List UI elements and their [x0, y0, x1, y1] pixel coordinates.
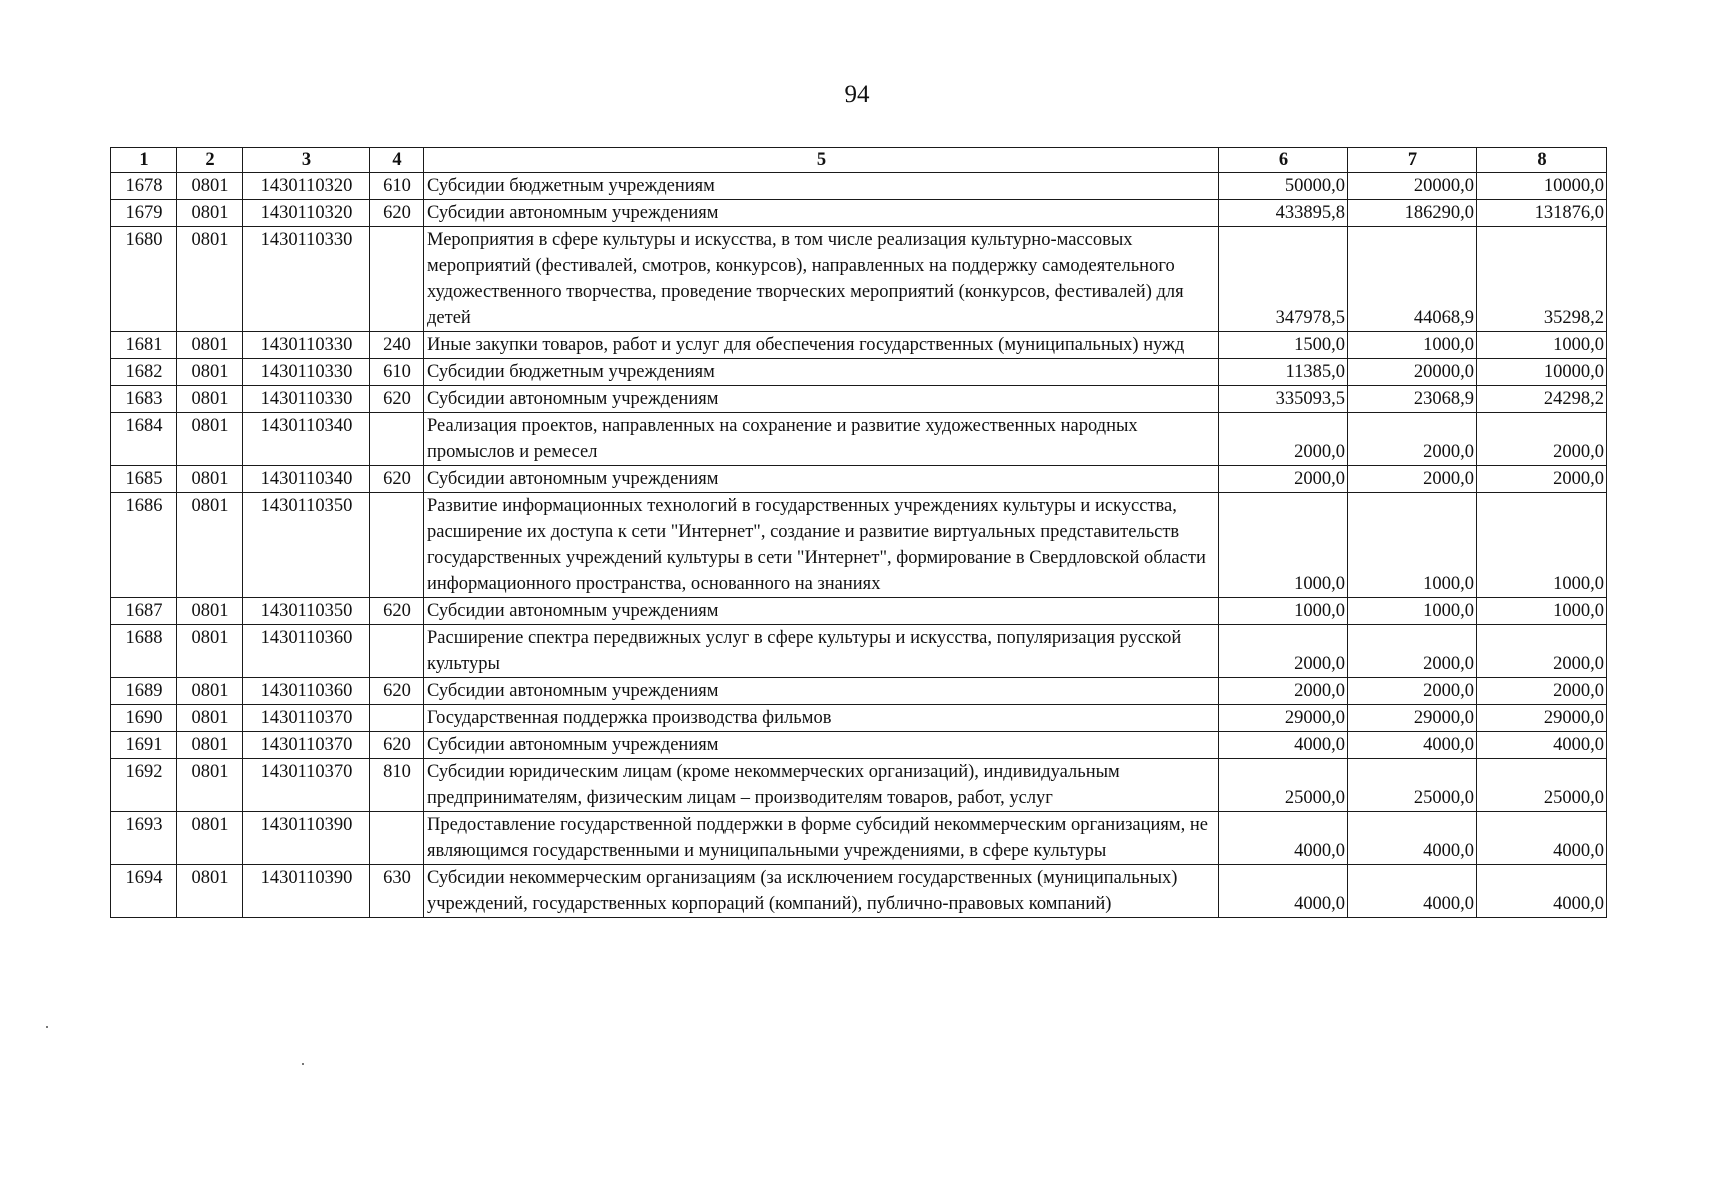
amount-col-6: 4000,0: [1219, 732, 1348, 759]
row-number: 1686: [111, 493, 177, 598]
table-row: [111, 386, 1607, 413]
section-code: 0801: [177, 812, 243, 865]
item-name: Субсидии юридическим лицам (кроме некоммерческих организаций), индивидуальным предпринимателям, физическим лицам – производителям товаров, работ, услуг: [424, 759, 1219, 812]
amount-col-7: 4000,0: [1348, 865, 1477, 918]
section-code: 0801: [177, 466, 243, 493]
expense-type-code: [370, 413, 424, 466]
item-name: Субсидии автономным учреждениям: [424, 466, 1219, 493]
expense-type-code: 620: [370, 678, 424, 705]
table-row: [111, 200, 1607, 227]
header-col-4: 4: [370, 148, 424, 173]
item-name: Субсидии бюджетным учреждениям: [424, 173, 1219, 200]
row-number: 1692: [111, 759, 177, 812]
amount-col-7: 44068,9: [1348, 227, 1477, 332]
item-name: Субсидии автономным учреждениям: [424, 200, 1219, 227]
target-article-code: 1430110330: [243, 332, 370, 359]
amount-col-7: 29000,0: [1348, 705, 1477, 732]
table-row: [111, 359, 1607, 386]
table-row: [111, 227, 1607, 332]
row-number: 1680: [111, 227, 177, 332]
amount-col-8: 1000,0: [1477, 493, 1607, 598]
section-code: 0801: [177, 705, 243, 732]
table-row: [111, 865, 1607, 918]
item-name: Расширение спектра передвижных услуг в сфере культуры и искусства, популяризация русской культуры: [424, 625, 1219, 678]
amount-col-8: 4000,0: [1477, 812, 1607, 865]
row-number: 1694: [111, 865, 177, 918]
item-name: Реализация проектов, направленных на сохранение и развитие художественных народных промыслов и ремесел: [424, 413, 1219, 466]
item-name: Развитие информационных технологий в государственных учреждениях культуры и искусства, расширение их доступа к сети "Интернет", создание и развитие виртуальных представительств государственных учреждений культуры в сети "Интернет", формирование в Свердловской области информационного пространства, основанного на знаниях: [424, 493, 1219, 598]
amount-col-7: 2000,0: [1348, 466, 1477, 493]
scan-mark: [46, 1026, 48, 1028]
target-article-code: 1430110390: [243, 865, 370, 918]
target-article-code: 1430110390: [243, 812, 370, 865]
amount-col-7: 2000,0: [1348, 678, 1477, 705]
header-col-1: 1: [111, 148, 177, 173]
table-row: [111, 493, 1607, 598]
target-article-code: 1430110320: [243, 200, 370, 227]
row-number: 1683: [111, 386, 177, 413]
amount-col-8: 35298,2: [1477, 227, 1607, 332]
item-name: Мероприятия в сфере культуры и искусства, в том числе реализация культурно-массовых мероприятий (фестивалей, смотров, конкурсов), направленных на поддержку самодеятельного художественного творчества, проведение творческих мероприятий (конкурсов, фестивалей) для детей: [424, 227, 1219, 332]
row-number: 1684: [111, 413, 177, 466]
amount-col-8: 2000,0: [1477, 625, 1607, 678]
item-name: Субсидии автономным учреждениям: [424, 386, 1219, 413]
expense-type-code: 810: [370, 759, 424, 812]
table-row: [111, 466, 1607, 493]
amount-col-6: 2000,0: [1219, 413, 1348, 466]
expense-type-code: 620: [370, 200, 424, 227]
amount-col-8: 4000,0: [1477, 865, 1607, 918]
section-code: 0801: [177, 598, 243, 625]
amount-col-8: 24298,2: [1477, 386, 1607, 413]
header-col-3: 3: [243, 148, 370, 173]
target-article-code: 1430110340: [243, 413, 370, 466]
expense-type-code: [370, 625, 424, 678]
table-row: [111, 759, 1607, 812]
table-row: [111, 332, 1607, 359]
amount-col-8: 1000,0: [1477, 332, 1607, 359]
amount-col-6: 2000,0: [1219, 678, 1348, 705]
amount-col-6: 433895,8: [1219, 200, 1348, 227]
section-code: 0801: [177, 200, 243, 227]
row-number: 1690: [111, 705, 177, 732]
amount-col-7: 25000,0: [1348, 759, 1477, 812]
amount-col-7: 20000,0: [1348, 173, 1477, 200]
target-article-code: 1430110370: [243, 732, 370, 759]
item-name: Субсидии автономным учреждениям: [424, 732, 1219, 759]
target-article-code: 1430110370: [243, 705, 370, 732]
amount-col-6: 50000,0: [1219, 173, 1348, 200]
amount-col-7: 1000,0: [1348, 493, 1477, 598]
row-number: 1688: [111, 625, 177, 678]
expense-type-code: 610: [370, 173, 424, 200]
expense-type-code: 620: [370, 598, 424, 625]
expense-type-code: 610: [370, 359, 424, 386]
section-code: 0801: [177, 678, 243, 705]
amount-col-6: 1000,0: [1219, 598, 1348, 625]
amount-col-6: 347978,5: [1219, 227, 1348, 332]
expense-type-code: [370, 227, 424, 332]
table-row: [111, 598, 1607, 625]
amount-col-6: 2000,0: [1219, 466, 1348, 493]
amount-col-8: 1000,0: [1477, 598, 1607, 625]
item-name: Иные закупки товаров, работ и услуг для обеспечения государственных (муниципальных) нужд: [424, 332, 1219, 359]
row-number: 1691: [111, 732, 177, 759]
amount-col-8: 2000,0: [1477, 678, 1607, 705]
table-row: [111, 812, 1607, 865]
expense-type-code: [370, 705, 424, 732]
amount-col-8: 10000,0: [1477, 359, 1607, 386]
item-name: Субсидии автономным учреждениям: [424, 598, 1219, 625]
header-col-7: 7: [1348, 148, 1477, 173]
amount-col-7: 186290,0: [1348, 200, 1477, 227]
section-code: 0801: [177, 173, 243, 200]
table-row: [111, 678, 1607, 705]
section-code: 0801: [177, 759, 243, 812]
expense-type-code: 620: [370, 466, 424, 493]
table-row: [111, 173, 1607, 200]
row-number: 1685: [111, 466, 177, 493]
scan-mark: [302, 1063, 304, 1065]
expense-type-code: 630: [370, 865, 424, 918]
section-code: 0801: [177, 493, 243, 598]
row-number: 1681: [111, 332, 177, 359]
amount-col-7: 20000,0: [1348, 359, 1477, 386]
row-number: 1679: [111, 200, 177, 227]
amount-col-8: 25000,0: [1477, 759, 1607, 812]
table-row: [111, 413, 1607, 466]
header-col-8: 8: [1477, 148, 1607, 173]
header-row: [111, 148, 1607, 173]
table-row: [111, 732, 1607, 759]
item-name: Субсидии некоммерческим организациям (за исключением государственных (муниципальных) учреждений, государственных корпораций (компаний), публично-правовых компаний): [424, 865, 1219, 918]
expense-type-code: 620: [370, 732, 424, 759]
item-name: Субсидии бюджетным учреждениям: [424, 359, 1219, 386]
amount-col-8: 2000,0: [1477, 466, 1607, 493]
amount-col-6: 25000,0: [1219, 759, 1348, 812]
amount-col-7: 4000,0: [1348, 812, 1477, 865]
amount-col-7: 1000,0: [1348, 332, 1477, 359]
amount-col-6: 2000,0: [1219, 625, 1348, 678]
page-number: 94: [844, 81, 870, 108]
item-name: Субсидии автономным учреждениям: [424, 678, 1219, 705]
table-body: [111, 173, 1607, 918]
header-col-5: 5: [424, 148, 1219, 173]
target-article-code: 1430110350: [243, 598, 370, 625]
target-article-code: 1430110330: [243, 227, 370, 332]
row-number: 1693: [111, 812, 177, 865]
expense-type-code: 620: [370, 386, 424, 413]
expense-type-code: [370, 812, 424, 865]
amount-col-8: 2000,0: [1477, 413, 1607, 466]
target-article-code: 1430110370: [243, 759, 370, 812]
target-article-code: 1430110340: [243, 466, 370, 493]
amount-col-7: 4000,0: [1348, 732, 1477, 759]
budget-table: [110, 147, 1607, 918]
header-col-6: 6: [1219, 148, 1348, 173]
expense-type-code: [370, 493, 424, 598]
item-name: Предоставление государственной поддержки в форме субсидий некоммерческим организациям, не являющимся государственными и муниципальными учреждениями, в сфере культуры: [424, 812, 1219, 865]
row-number: 1687: [111, 598, 177, 625]
target-article-code: 1430110350: [243, 493, 370, 598]
amount-col-7: 1000,0: [1348, 598, 1477, 625]
amount-col-8: 10000,0: [1477, 173, 1607, 200]
amount-col-6: 4000,0: [1219, 812, 1348, 865]
section-code: 0801: [177, 865, 243, 918]
target-article-code: 1430110360: [243, 678, 370, 705]
row-number: 1678: [111, 173, 177, 200]
section-code: 0801: [177, 227, 243, 332]
amount-col-8: 4000,0: [1477, 732, 1607, 759]
item-name: Государственная поддержка производства фильмов: [424, 705, 1219, 732]
amount-col-7: 2000,0: [1348, 413, 1477, 466]
amount-col-7: 23068,9: [1348, 386, 1477, 413]
target-article-code: 1430110360: [243, 625, 370, 678]
row-number: 1689: [111, 678, 177, 705]
header-col-2: 2: [177, 148, 243, 173]
amount-col-6: 29000,0: [1219, 705, 1348, 732]
target-article-code: 1430110330: [243, 386, 370, 413]
section-code: 0801: [177, 413, 243, 466]
amount-col-6: 335093,5: [1219, 386, 1348, 413]
row-number: 1682: [111, 359, 177, 386]
amount-col-8: 131876,0: [1477, 200, 1607, 227]
section-code: 0801: [177, 625, 243, 678]
expense-type-code: 240: [370, 332, 424, 359]
amount-col-8: 29000,0: [1477, 705, 1607, 732]
amount-col-6: 1000,0: [1219, 493, 1348, 598]
table-row: [111, 705, 1607, 732]
section-code: 0801: [177, 386, 243, 413]
amount-col-6: 11385,0: [1219, 359, 1348, 386]
target-article-code: 1430110320: [243, 173, 370, 200]
section-code: 0801: [177, 332, 243, 359]
amount-col-7: 2000,0: [1348, 625, 1477, 678]
section-code: 0801: [177, 732, 243, 759]
table-row: [111, 625, 1607, 678]
target-article-code: 1430110330: [243, 359, 370, 386]
amount-col-6: 1500,0: [1219, 332, 1348, 359]
section-code: 0801: [177, 359, 243, 386]
amount-col-6: 4000,0: [1219, 865, 1348, 918]
